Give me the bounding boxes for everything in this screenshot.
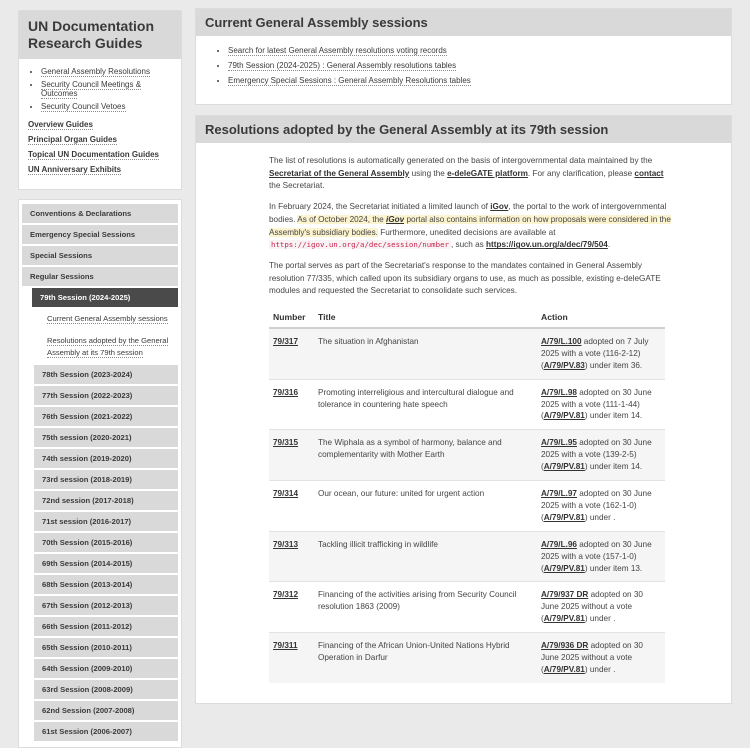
resolution-number-link[interactable]: 79/315 (273, 438, 299, 448)
table-row (269, 328, 665, 379)
menu-item-74th-session[interactable]: 74th session (2019-2020) (34, 449, 178, 468)
inline-text: ) under item 14. (584, 411, 643, 421)
menu-item-71st-session[interactable]: 71st session (2016-2017) (34, 512, 178, 531)
menu-item-70th-session[interactable]: 70th Session (2015-2016) (34, 533, 178, 552)
resolution-title-cell: Promoting interreligious and intercultural dialogue and tolerance in countering hate speech (314, 379, 537, 430)
inline-link[interactable]: iGov (386, 214, 405, 224)
table-header-action: Action (537, 308, 665, 328)
nav-link-topical-guides[interactable]: Topical UN Documentation Guides (28, 149, 159, 159)
menu-item-75th-session[interactable]: 75th session (2020-2021) (34, 428, 178, 447)
resolution-number-cell (269, 379, 314, 430)
table-row (269, 531, 665, 582)
resolution-number-link[interactable]: 79/317 (273, 337, 299, 347)
menu-item-62nd-session[interactable]: 62nd Session (2007-2008) (34, 701, 178, 720)
inline-link[interactable]: Secretariat of the General Assembly (269, 168, 410, 178)
inline-link[interactable]: A/79/PV.81 (543, 411, 585, 421)
menu-item-63rd-session[interactable]: 63rd Session (2008-2009) (34, 680, 178, 699)
inline-text: portal also contains information on how proposals were considered in the Assembly's subsidiary bodies. (269, 214, 671, 237)
inline-link[interactable]: A/79/936 DR (541, 641, 589, 651)
table-header-number: Number (269, 308, 314, 328)
menu-item-66th-session[interactable]: 66th Session (2011-2012) (34, 617, 178, 636)
menu-item-76th-session[interactable]: 76th Session (2021-2022) (34, 407, 178, 426)
resolution-action-cell (537, 582, 665, 633)
resolution-title-cell: Financing of the African Union-United Nations Hybrid Operation in Darfur (314, 633, 537, 683)
inline-text: , the portal to the work of intergovernmental bodies. (269, 202, 667, 224)
resolution-number-link[interactable]: 79/316 (273, 387, 299, 397)
inline-link[interactable]: A/79/L.96 (541, 539, 577, 549)
inline-link[interactable]: https://igov.un.org/a/dec/79/504 (486, 240, 608, 250)
table-row (269, 430, 665, 481)
menu-item-73rd-session[interactable]: 73rd session (2018-2019) (34, 470, 178, 489)
resolution-number-cell (269, 633, 314, 683)
resolution-number-cell (269, 430, 314, 481)
resolutions-card (195, 115, 732, 704)
inline-text: adopted on 30 June 2025 with a vote (157-1-0) ( (541, 539, 652, 573)
inline-text: adopted on 30 June 2025 with a vote (111-1-44) ( (541, 387, 652, 421)
research-guides-panel (18, 10, 182, 190)
guide-link-sc-meetings[interactable]: Security Council Meetings & Outcomes (41, 79, 142, 98)
inline-link[interactable]: A/79/L.97 (541, 489, 577, 499)
inline-text: The portal serves as part of the Secretariat's response to the mandates contained in General Assembly resolution 77/335, which called upon its subsidiary organs to use, as much as possible, existing e-deleGATE modules and requested the Secretariat to consolidate such services. (269, 260, 661, 296)
sidebar-title: UN Documentation Research Guides (19, 11, 181, 59)
inline-text: ) under item 36. (584, 360, 643, 370)
inline-text: As of October 2024, the (297, 214, 386, 224)
list-item (228, 46, 721, 55)
menu-item-special-sessions[interactable]: Special Sessions (22, 246, 178, 265)
resolution-title-cell: Our ocean, our future: united for urgent action (314, 481, 537, 532)
inline-link[interactable]: A/79/PV.81 (543, 512, 585, 522)
resolution-number-link[interactable]: 79/314 (273, 489, 299, 499)
intro-paragraph-3 (269, 260, 673, 298)
inline-text: ) under . (584, 512, 616, 522)
list-item (41, 102, 176, 111)
inline-text: adopted on 30 June 2025 with a vote (139-2-5) ( (541, 438, 652, 472)
resolution-number-link[interactable]: 79/311 (273, 641, 298, 651)
resolutions-title: Resolutions adopted by the General Assembly at its 79th session (196, 116, 731, 143)
inline-text: adopted on 30 June 2025 without a vote ( (541, 641, 643, 674)
inline-text: ) under item 14. (584, 462, 643, 472)
guide-nav-links (24, 118, 176, 180)
resolution-action-cell (537, 481, 665, 532)
resolution-action-cell (537, 430, 665, 481)
inline-text: The list of resolutions is automatically generated on the basis of intergovernmental data maintained by the (269, 156, 653, 165)
table-row (269, 379, 665, 430)
session-menu (22, 204, 178, 741)
menu-item-61st-session[interactable]: 61st Session (2006-2007) (34, 722, 178, 741)
resolution-number-cell (269, 328, 314, 379)
inline-text: adopted on 7 July 2025 with a vote (116-2-12) ( (541, 337, 649, 370)
inline-link[interactable]: A/79/PV.83 (543, 360, 585, 370)
inline-text: the Secretariat. (269, 181, 325, 191)
inline-text: using the (409, 168, 448, 178)
resolution-number-link[interactable]: 79/312 (273, 590, 299, 600)
resolution-action-cell (537, 379, 665, 430)
menu-item-67th-session[interactable]: 67th Session (2012-2013) (34, 596, 178, 615)
inline-link[interactable]: A/79/L.98 (541, 387, 577, 397)
session-menu-panel (18, 199, 182, 748)
resolution-title-cell: Financing of the activities arising from Security Council resolution 1863 (2009) (314, 582, 537, 633)
menu-item-68th-session[interactable]: 68th Session (2013-2014) (34, 575, 178, 594)
inline-link[interactable]: e-deleGATE platform (447, 168, 528, 178)
current-sessions-card (195, 8, 732, 105)
list-item (41, 67, 176, 76)
inline-text: Furthermore, unedited decisions are available at (377, 227, 556, 237)
inline-text: , such as (450, 240, 487, 250)
inline-link[interactable]: A/79/PV.81 (543, 664, 585, 674)
resolution-title-cell: The situation in Afghanistan (314, 328, 537, 379)
intro-paragraph-2 (269, 201, 673, 252)
menu-item-79th-session-active[interactable]: 79th Session (2024-2025) (32, 288, 178, 307)
inline-link[interactable]: A/79/PV.81 (543, 614, 585, 624)
intro-paragraph-1 (269, 155, 673, 193)
list-item (41, 80, 176, 98)
menu-subitem (45, 331, 178, 363)
menu-item-conventions-declarations[interactable]: Conventions & Declarations (22, 204, 178, 223)
current-sessions-body (196, 36, 731, 104)
inline-text: ) under . (584, 614, 616, 624)
inline-text: adopted on 30 June 2025 without a vote ( (541, 590, 643, 624)
table-header-row (269, 308, 665, 328)
current-sessions-title: Current General Assembly sessions (196, 9, 731, 36)
table-row (269, 582, 665, 633)
inline-text: . For any clarification, please (527, 168, 635, 178)
menu-sublink-current-ga-sessions[interactable]: Current General Assembly sessions (47, 313, 168, 323)
menu-item-78th-session[interactable]: 78th Session (2023-2024) (34, 365, 178, 384)
menu-item-emergency-special-sessions[interactable]: Emergency Special Sessions (22, 225, 178, 244)
link-emergency-resolutions-tables[interactable]: Emergency Special Sessions : General Assembly Resolutions tables (228, 76, 471, 85)
inline-text: ) under item 13. (584, 563, 643, 573)
nav-link-principal-organ-guides[interactable]: Principal Organ Guides (28, 134, 117, 144)
menu-item-65th-session[interactable]: 65th Session (2010-2011) (34, 638, 178, 657)
resolution-number-cell (269, 481, 314, 532)
table-row (269, 633, 665, 683)
guide-link-ga-resolutions[interactable]: General Assembly Resolutions (41, 66, 150, 76)
inline-link[interactable]: A/79/PV.81 (543, 563, 585, 573)
table-row (269, 481, 665, 532)
inline-text: ) under . (584, 664, 616, 674)
table-header-title: Title (314, 308, 537, 328)
inline-link[interactable]: A/79/L.95 (541, 438, 577, 448)
menu-sublink-resolutions-79th[interactable]: Resolutions adopted by the General Assembly at its 79th session (47, 335, 169, 357)
menu-item-69th-session[interactable]: 69th Session (2014-2015) (34, 554, 178, 573)
resolution-title-cell: The Wiphala as a symbol of harmony, balance and complementarity with Mother Earth (314, 430, 537, 481)
inline-link[interactable]: A/79/937 DR (541, 590, 589, 600)
inline-link[interactable]: A/79/PV.81 (543, 462, 585, 472)
link-79th-resolutions-tables[interactable]: 79th Session (2024-2025) : General Assembly resolutions tables (228, 61, 457, 70)
menu-item-77th-session[interactable]: 77th Session (2022-2023) (34, 386, 178, 405)
research-guides-body (19, 59, 181, 189)
main-content (195, 8, 732, 714)
menu-item-64th-session[interactable]: 64th Session (2009-2010) (34, 659, 178, 678)
guide-link-list (24, 67, 176, 111)
guide-link-sc-vetoes[interactable]: Security Council Vetoes (41, 101, 126, 111)
inline-link[interactable]: contact (634, 168, 664, 178)
resolution-action-cell (537, 531, 665, 582)
resolution-number-cell (269, 531, 314, 582)
inline-link[interactable]: iGov (490, 202, 509, 212)
menu-subitem (45, 309, 178, 329)
inline-text: adopted on 30 June 2025 with a vote (162-1-0) ( (541, 489, 652, 522)
list-item (228, 76, 721, 85)
current-sessions-links (206, 46, 721, 85)
list-item (228, 61, 721, 70)
nav-link-anniversary-exhibits[interactable]: UN Anniversary Exhibits (28, 164, 122, 174)
resolution-action-cell (537, 328, 665, 379)
resolution-action-cell (537, 633, 665, 683)
menu-item-regular-sessions[interactable]: Regular Sessions (22, 267, 178, 286)
resolution-number-link[interactable]: 79/313 (273, 539, 299, 549)
inline-code: https://igov.un.org/a/dec/session/number (271, 240, 449, 250)
inline-text: . (607, 240, 611, 250)
nav-link-overview-guides[interactable]: Overview Guides (28, 119, 93, 129)
resolutions-table (269, 308, 665, 683)
link-voting-records-search[interactable]: Search for latest General Assembly resolutions voting records (228, 46, 447, 55)
inline-link[interactable]: A/79/L.100 (541, 337, 582, 347)
resolution-title-cell: Tackling illicit trafficking in wildlife (314, 531, 537, 582)
menu-item-72nd-session[interactable]: 72nd session (2017-2018) (34, 491, 178, 510)
resolution-number-cell (269, 582, 314, 633)
inline-text: In February 2024, the Secretariat initiated a limited launch of (269, 202, 491, 212)
sidebar (18, 10, 182, 748)
resolutions-body (196, 143, 731, 703)
